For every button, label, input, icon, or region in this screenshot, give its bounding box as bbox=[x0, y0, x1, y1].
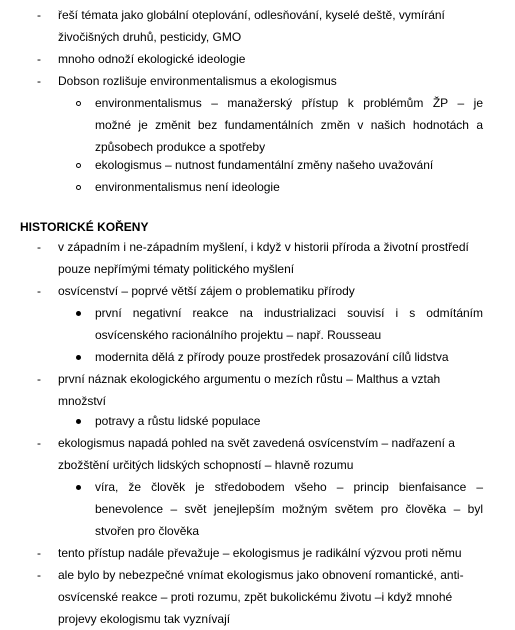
list-item-line: první negativní reakce na industrializaci souvisí i s odmítáním bbox=[95, 306, 483, 320]
list-item-line: stvořen pro člověka bbox=[95, 524, 200, 538]
list-item-line: tento přístup nadále převažuje – ekologismus je radikální výzvou proti němu bbox=[58, 546, 462, 560]
list-item-line: způsobech produkce a spotřeby bbox=[95, 140, 266, 154]
list-item-line: osvícenství – poprvé větší zájem o problematiku přírody bbox=[58, 284, 355, 298]
list-item-line: benevolence – svět jenejlepším možným světem pro člověka – byl bbox=[95, 502, 483, 516]
list-item-line: modernita dělá z přírody pouze prostředek prosazování cílů lidstva bbox=[95, 350, 449, 364]
dash-marker: - bbox=[37, 546, 41, 560]
circle-bullet-icon bbox=[76, 185, 81, 190]
bullet-icon bbox=[76, 485, 81, 490]
list-item-line: v západním i ne-západním myšlení, i když v historii příroda a životní prostředí bbox=[58, 240, 469, 254]
list-item-line: projevy ekologismu tak vyznívají bbox=[58, 612, 231, 626]
list-item-line: víra, že člověk je středobodem všeho – princip bienfaisance – bbox=[95, 480, 483, 494]
circle-bullet-icon bbox=[76, 101, 81, 106]
dash-marker: - bbox=[37, 52, 41, 66]
list-item-line: ale bylo by nebezpečné vnímat ekologismus jako obnovení romantické, anti- bbox=[58, 568, 464, 582]
list-item-line: ekologismus – nutnost fundamentální změny našeho uvažování bbox=[95, 158, 434, 172]
list-item-line: osvícenské reakce – proti rozumu, zpět bukolickému životu –i když mnohé bbox=[58, 590, 453, 604]
bullet-icon bbox=[76, 355, 81, 360]
dash-marker: - bbox=[37, 74, 41, 88]
list-item-line: environmentalismus není ideologie bbox=[95, 180, 280, 194]
list-item-line: Dobson rozlišuje environmentalismus a ekologismus bbox=[58, 74, 337, 88]
list-item-line: první náznak ekologického argumentu o mezích růstu – Malthus a vztah bbox=[58, 372, 441, 386]
bullet-icon bbox=[76, 311, 81, 316]
list-item-line: živočišných druhů, pesticidy, GMO bbox=[58, 30, 242, 44]
dash-marker: - bbox=[37, 240, 41, 254]
list-item-line: environmentalismus – manažerský přístup k problémům ŽP – je bbox=[95, 96, 483, 110]
dash-marker: - bbox=[37, 568, 41, 582]
dash-marker: - bbox=[37, 436, 41, 450]
dash-marker: - bbox=[37, 284, 41, 298]
list-item-line: ekologismus napadá pohled na svět zavedená osvícenstvím – nadřazení a bbox=[58, 436, 455, 450]
list-item-line: řeší témata jako globální oteplování, odlesňování, kyselé deště, vymírání bbox=[58, 8, 445, 22]
bullet-icon bbox=[76, 419, 81, 424]
list-item-line: zbožštění určitých lidských schopností – hlavně rozumu bbox=[58, 458, 354, 472]
list-item-line: potravy a růstu lidské populace bbox=[95, 414, 261, 428]
list-item-line: osvícenského racionálního projektu – např. Rousseau bbox=[95, 328, 382, 342]
list-item-line: mnoho odnoží ekologické ideologie bbox=[58, 52, 246, 66]
dash-marker: - bbox=[37, 372, 41, 386]
circle-bullet-icon bbox=[76, 163, 81, 168]
dash-marker: - bbox=[37, 8, 41, 22]
list-item-line: pouze nepřímými tématy politického myšlení bbox=[58, 262, 295, 276]
section-heading: HISTORICKÉ KOŘENY bbox=[20, 220, 149, 234]
list-item-line: množství bbox=[58, 394, 107, 408]
list-item-line: možné je změnit bez fundamentálních změn v našich hodnotách a bbox=[95, 118, 483, 132]
